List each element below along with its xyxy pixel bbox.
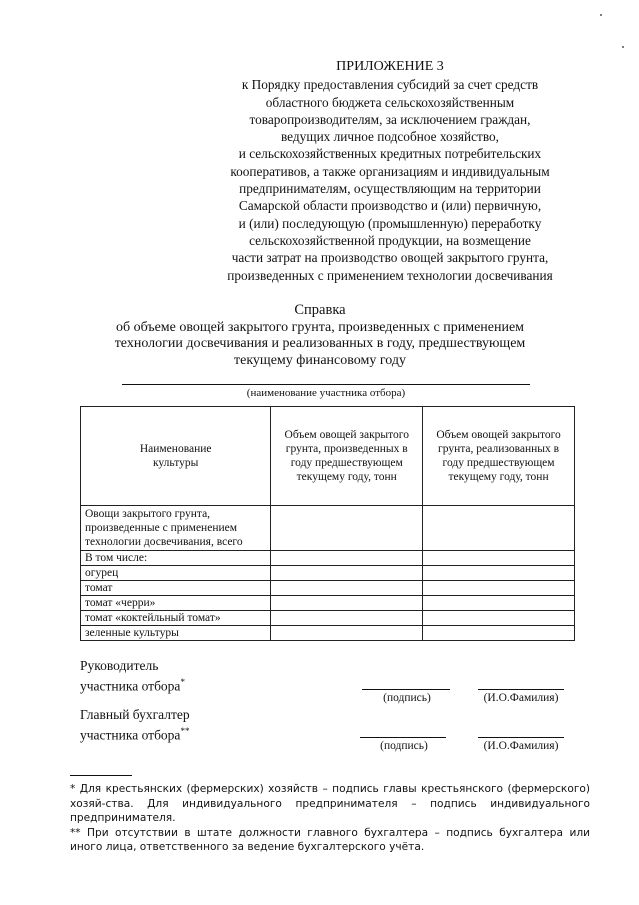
table-row <box>81 596 575 611</box>
footnote-rule <box>70 775 132 776</box>
head-footnote-mark: * <box>180 677 185 687</box>
footnote-2-text: При отсутствии в штате должности главного бухгалтера – подпись бухгалтера или иного лица, ответственного за ведение бухгалтерского учёта. <box>70 826 590 853</box>
row-produced-cell[interactable] <box>271 611 423 626</box>
footnote-1-mark: * <box>70 783 76 795</box>
head-title-line1: Руководитель <box>80 658 159 673</box>
accountant-name-caption: (И.О.Фамилия) <box>483 740 559 752</box>
header-sold-volume <box>423 407 575 506</box>
appendix-line: товаропроизводителям, за исключением граждан, <box>249 111 531 127</box>
table-row <box>81 611 575 626</box>
table-row <box>81 626 575 641</box>
scan-speck <box>622 46 624 48</box>
header-sold-volume-text: Объем овощей закрытого грунта, реализованных в году предшествующем текущему году, тонн <box>436 429 561 483</box>
row-label: огурец <box>81 566 271 581</box>
row-sold-cell[interactable] <box>423 626 575 641</box>
row-label: томат <box>81 581 271 596</box>
appendix-line: кооперативов, а также организациям и индивидуальным <box>230 163 550 179</box>
row-produced-cell[interactable] <box>271 596 423 611</box>
header-crop-name-text: Наименование культуры <box>139 443 212 469</box>
row-label: томат «черри» <box>81 596 271 611</box>
appendix-line: произведенных с применением технологии досвечивания <box>227 267 553 283</box>
table-row <box>81 581 575 596</box>
vegetable-volume-table <box>80 406 575 641</box>
appendix-heading: ПРИЛОЖЕНИЕ 3 <box>336 59 444 74</box>
accountant-signature-label <box>80 706 190 744</box>
header-produced-volume <box>271 407 423 506</box>
head-title-line2 <box>80 674 185 695</box>
table-row <box>81 551 575 566</box>
row-sold-cell[interactable] <box>423 566 575 581</box>
certificate-subtitle-line: об объеме овощей закрытого грунта, произведенных с применением <box>115 319 525 335</box>
appendix-line: ведущих личное подсобное хозяйство, <box>280 129 500 145</box>
row-sold-cell[interactable] <box>423 596 575 611</box>
header-produced-volume-text: Объем овощей закрытого грунта, произведенных в году предшествующем текущему году, тонн <box>284 429 409 483</box>
certificate-title-block <box>60 302 580 369</box>
appendix-line: областного бюджета сельскохозяйственным <box>265 94 515 110</box>
accountant-title-line2 <box>80 723 190 744</box>
participant-name-caption: (наименование участника отбора) <box>246 387 406 399</box>
table-row <box>81 506 575 551</box>
row-produced-cell[interactable] <box>271 566 423 581</box>
accountant-signature-line[interactable] <box>360 737 446 738</box>
row-label: Овощи закрытого грунта, произведенные с применением технологии досвечивания, всего <box>81 506 271 551</box>
header-crop-name <box>81 407 271 506</box>
head-name-line[interactable] <box>478 689 564 690</box>
row-label: В том числе: <box>81 551 271 566</box>
participant-name-line <box>122 384 530 385</box>
row-label: томат «коктейльный томат» <box>81 611 271 626</box>
row-sold-cell[interactable] <box>423 506 575 551</box>
footnote-1-text: Для крестьянских (фермерских) хозяйств – подпись главы крестьянского (фермерского) хозяй-ства. Для индивидуального предпринимателя – подпись индивидуального предпринимателя. <box>70 783 590 824</box>
footnotes <box>70 782 590 855</box>
row-sold-cell[interactable] <box>423 581 575 596</box>
row-produced-cell[interactable] <box>271 626 423 641</box>
scan-speck <box>600 14 602 16</box>
accountant-name-line[interactable] <box>478 737 564 738</box>
certificate-subtitle-line: текущему финансовому году <box>234 352 406 368</box>
appendix-line: сельскохозяйственной продукции, на возмещение <box>249 232 531 248</box>
appendix-line: к Порядку предоставления субсидий за счет средств <box>241 77 539 93</box>
row-produced-cell[interactable] <box>271 551 423 566</box>
footnote-2 <box>70 826 590 855</box>
row-produced-cell[interactable] <box>271 581 423 596</box>
row-label: зеленные культуры <box>81 626 271 641</box>
row-produced-cell[interactable] <box>271 506 423 551</box>
appendix-line: предпринимателям, осуществляющим на территории <box>239 181 541 197</box>
head-signature-caption: (подпись) <box>383 692 431 704</box>
accountant-title-line1: Главный бухгалтер <box>80 707 190 722</box>
appendix-line: и (или) последующую (промышленную) переработку <box>238 215 542 231</box>
appendix-line: части затрат на производство овощей закрытого грунта, <box>231 250 549 266</box>
footnote-1 <box>70 782 590 826</box>
head-signature-label <box>80 657 185 695</box>
head-title-line2-text: участника отбора <box>80 678 181 694</box>
head-name-caption: (И.О.Фамилия) <box>483 692 559 704</box>
accountant-footnote-mark: ** <box>180 726 190 736</box>
appendix-line: Самарской области производство и (или) первичную, <box>238 198 542 214</box>
appendix-line: и сельскохозяйственных кредитных потребительских <box>238 146 542 162</box>
accountant-title-line2-text: участника отбора <box>80 727 181 743</box>
row-sold-cell[interactable] <box>423 551 575 566</box>
table-header-row <box>81 407 575 506</box>
table-row <box>81 566 575 581</box>
certificate-subtitle-line: технологии досвечивания и реализованных в году, предшествующем <box>114 336 526 351</box>
appendix-block <box>190 58 590 284</box>
head-signature-line[interactable] <box>362 689 450 690</box>
footnote-2-mark: ** <box>70 826 81 839</box>
accountant-signature-caption: (подпись) <box>380 740 428 752</box>
row-sold-cell[interactable] <box>423 611 575 626</box>
certificate-title: Справка <box>294 302 346 318</box>
